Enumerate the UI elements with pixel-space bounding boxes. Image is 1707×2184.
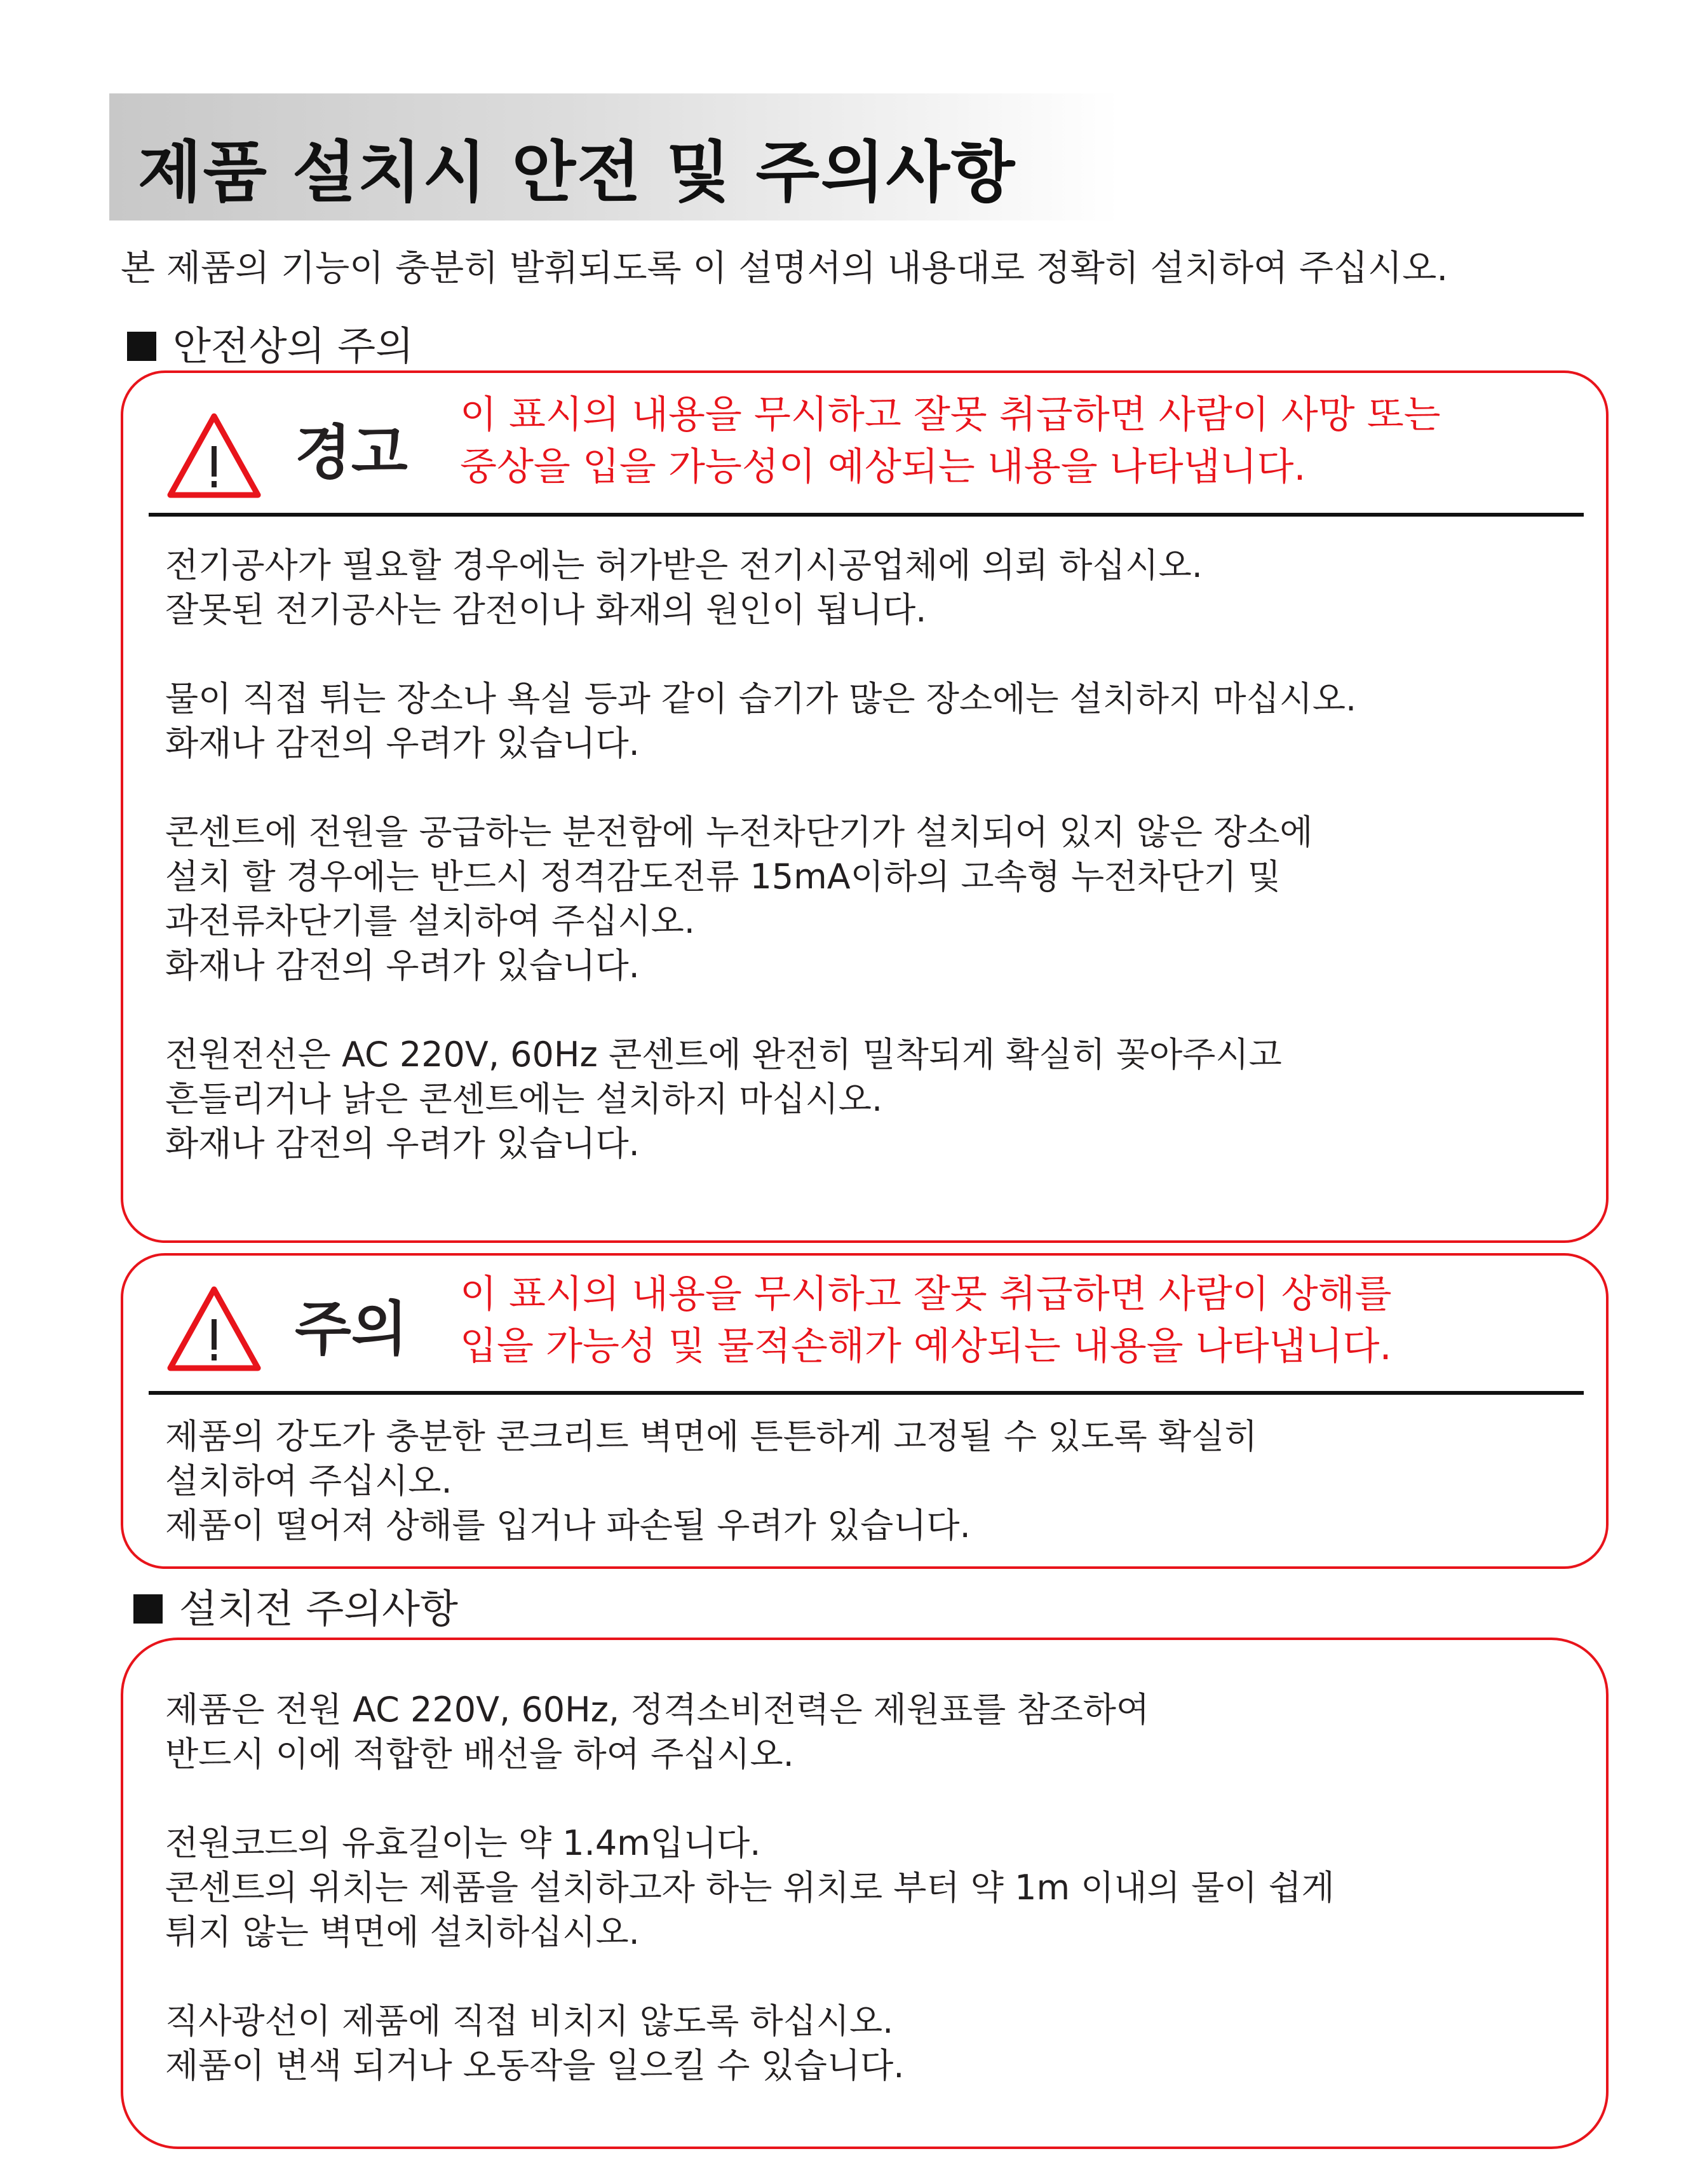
caution-description <box>460 1268 1392 1373</box>
text-line: 물이 직접 튀는 장소나 욕실 등과 같이 습기가 많은 장소에는 설치하지 마십시오. <box>165 679 1357 719</box>
install-body <box>165 1688 1335 2088</box>
caution-label: 주의 <box>295 1295 408 1363</box>
warning-label: 경고 <box>295 419 408 487</box>
paragraph <box>165 1999 1335 2088</box>
text-line: 콘센트에 전원을 공급하는 분전함에 누전차단기가 설치되어 있지 않은 장소에 <box>165 812 1313 852</box>
text-line: 화재나 감전의 우려가 있습니다. <box>165 946 640 986</box>
text-line: 설치하여 주십시오. <box>165 1461 452 1501</box>
install-box <box>121 1638 1609 2149</box>
divider <box>149 1391 1584 1395</box>
text-line: 제품의 강도가 충분한 콘크리트 벽면에 튼튼하게 고정될 수 있도록 확실히 <box>165 1416 1258 1456</box>
warning-description <box>460 389 1441 493</box>
text-line: 전원코드의 유효길이는 약 1.4m입니다. <box>165 1823 761 1863</box>
text-line: 전기공사가 필요할 경우에는 허가받은 전기시공업체에 의뢰 하십시오. <box>165 545 1203 585</box>
safety-heading-label: 안전상의 주의 <box>173 323 414 369</box>
safety-section-heading <box>127 315 414 371</box>
paragraph <box>165 1821 1335 1955</box>
warning-description-line: 이 표시의 내용을 무시하고 잘못 취급하면 사람이 사망 또는 <box>460 393 1441 437</box>
text-line: 반드시 이에 적합한 배선을 하여 주십시오. <box>165 1734 794 1774</box>
text-line: 화재나 감전의 우려가 있습니다. <box>165 1123 640 1163</box>
paragraph <box>165 1033 1356 1166</box>
square-bullet-icon <box>127 332 156 361</box>
text-line: 흔들리거나 낡은 콘센트에는 설치하지 마십시오. <box>165 1079 883 1119</box>
paragraph <box>165 810 1356 988</box>
caution-description-line: 이 표시의 내용을 무시하고 잘못 취급하면 사람이 상해를 <box>460 1272 1392 1317</box>
text-line: 제품이 변색 되거나 오동작을 일으킬 수 있습니다. <box>165 2045 905 2086</box>
install-section-heading <box>133 1577 458 1634</box>
title-banner <box>109 93 1119 220</box>
install-heading-label: 설치전 주의사항 <box>179 1585 458 1632</box>
intro-text: 본 제품의 기능이 충분히 발휘되도록 이 설명서의 내용대로 정확히 설치하여 주십시오. <box>121 248 1448 289</box>
text-line: 과전류차단기를 설치하여 주십시오. <box>165 901 695 941</box>
paragraph <box>165 1414 1257 1548</box>
warning-description-line: 중상을 입을 가능성이 예상되는 내용을 나타냅니다. <box>460 445 1306 489</box>
text-line: 제품은 전원 AC 220V, 60Hz, 정격소비전력은 제원표를 참조하여 <box>165 1690 1150 1730</box>
text-line: 잘못된 전기공사는 감전이나 화재의 원인이 됩니다. <box>165 590 927 630</box>
text-line: 화재나 감전의 우려가 있습니다. <box>165 723 640 763</box>
caution-description-line: 입을 가능성 및 물적손해가 예상되는 내용을 나타냅니다. <box>460 1324 1392 1369</box>
warning-body <box>165 543 1356 1166</box>
text-line: 콘센트의 위치는 제품을 설치하고자 하는 위치로 부터 약 1m 이내의 물이 쉽게 <box>165 1868 1335 1908</box>
paragraph <box>165 677 1356 766</box>
text-line: 직사광선이 제품에 직접 비치지 않도록 하십시오. <box>165 2001 894 2041</box>
paragraph <box>165 1688 1335 1777</box>
divider <box>149 513 1584 517</box>
text-line: 튀지 않는 벽면에 설치하십시오. <box>165 1912 640 1952</box>
text-line: 설치 할 경우에는 반드시 정격감도전류 15mA이하의 고속형 누전차단기 및 <box>165 857 1281 897</box>
caution-box <box>121 1253 1609 1569</box>
warning-triangle-icon <box>166 1284 262 1373</box>
square-bullet-icon <box>133 1594 163 1624</box>
warning-triangle-icon <box>166 411 262 500</box>
text-line: 전원전선은 AC 220V, 60Hz 콘센트에 완전히 밀착되게 확실히 꽂아주시고 <box>165 1034 1282 1075</box>
page-title: 제품 설치시 안전 및 주의사항 <box>138 133 1016 211</box>
warning-box <box>121 370 1609 1243</box>
paragraph <box>165 543 1356 632</box>
caution-body <box>165 1414 1257 1548</box>
text-line: 제품이 떨어져 상해를 입거나 파손될 우려가 있습니다. <box>165 1505 971 1545</box>
